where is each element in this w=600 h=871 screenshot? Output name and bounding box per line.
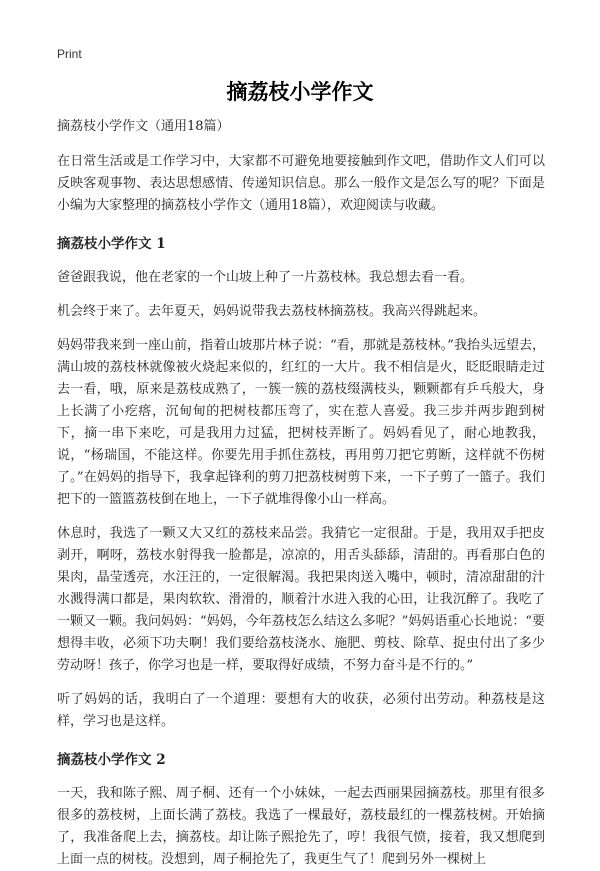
section-2-paragraph-1: 一天，我和陈子熙、周子桐、还有一个小妹妹，一起去西丽果园摘荔枝。那里有很多很多的荔枝树，上面长满了荔枝。我选了一棵最好，荔枝最红的一棵荔枝树。开始摘了，我准备爬上去，摘荔枝。却让陈子熙抢先了，哼！我很气愤，接着，我又想爬到上面一点的树枝。没想到，周子桐抢先了，我更生气了！爬到另外一棵树上	[57, 786, 545, 867]
section-1-paragraph-1: 爸爸跟我说，他在老家的一个山坡上种了一片荔枝林。我总想去看一看。	[57, 270, 474, 285]
section-1-paragraph-4: 休息时，我选了一颗又大又红的荔枝来品尝。我猜它一定很甜。于是，我用双手把皮剥开，啊呀，荔枝水射得我一脸都是，凉凉的，用舌头舔舔，清甜的。再看那白色的果肉，晶莹透亮，水汪汪的，一定很解渴。我把果肉送入嘴中，顿时，清凉甜甜的汁水溅得满口都是，果肉软软、滑滑的，顺着汁水进入我的心田，让我沉醉了。我吃了一颗又一颗。我问妈妈：“妈妈，今年荔枝怎么结这么多呢？”妈妈语重心长地说：“要想得丰收，必须下功夫啊！我们要给荔枝浇水、施肥、剪枝、除草、捉虫付出了多少劳动呀！孩子，你学习也是一样，要取得好成绩，不努力奋斗是不行的。”	[57, 526, 545, 673]
document-subtitle: 摘荔枝小学作文（通用18篇）	[57, 119, 230, 134]
section-1-paragraph-3: 妈妈带我来到一座山前，指着山坡那片林子说：“看，那就是荔枝林。”我抬头远望去，满山坡的荔枝林就像被火烧起来似的，红红的一大片。我不相信是火，眨眨眼睛走过去一看，哦，原来是荔枝成熟了，一簇一簇的荔枝缀满枝头，颗颗都有乒乓般大，身上长满了小疙瘩，沉甸甸的把树枝都压弯了，实在惹人喜爱。我三步并两步跑到树下，摘一串下来吃，可是我用力过猛，把树枝弄断了。妈妈看见了，耐心地教我，说，“杨瑞国，不能这样。你要先用手抓住荔枝，再用剪刀把它剪断，这样就不伤树了。”在妈妈的指导下，我拿起锋利的剪刀把荔枝树剪下来，一下子剪了一篮子。我们把下的一篮篮荔枝倒在地上，一下子就堆得像小山一样高。	[57, 338, 545, 507]
intro-paragraph: 在日常生活或是工作学习中，大家都不可避免地要接触到作文吧，借助作文人们可以反映客观事物、表达思想感情、传递知识信息。那么一般作文是怎么写的呢？下面是小编为大家整理的摘荔枝小学作文（通用18篇），欢迎阅读与收藏。	[57, 154, 545, 213]
document-body	[57, 116, 545, 871]
section-heading-1: 摘荔枝小学作文 1	[57, 236, 166, 252]
document-title: 摘荔枝小学作文	[226, 79, 374, 104]
section-1-paragraph-2: 机会终于来了。去年夏天，妈妈说带我去荔枝林摘荔枝。我高兴得跳起来。	[57, 304, 487, 319]
section-heading-2: 摘荔枝小学作文 2	[57, 752, 166, 768]
print-link[interactable]: Print	[57, 47, 82, 61]
section-1-paragraph-5: 听了妈妈的话，我明白了一个道理：要想有大的收获，必须付出劳动。种荔枝是这样，学习也是这样。	[57, 692, 545, 729]
